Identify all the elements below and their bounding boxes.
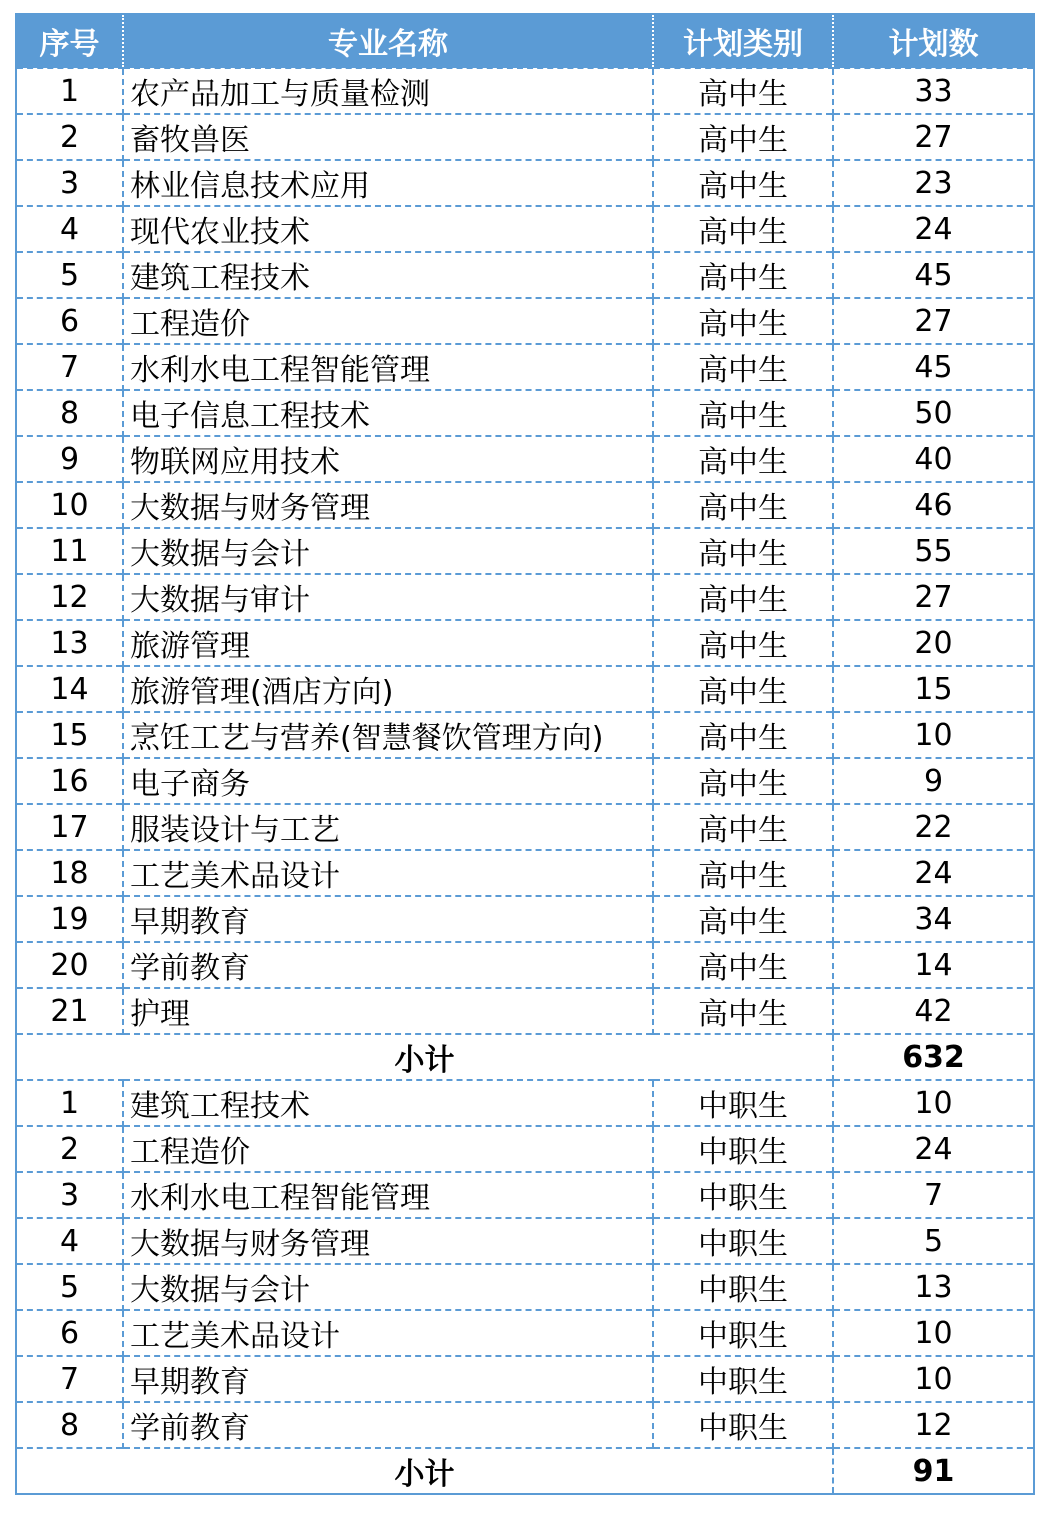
- subtotal-value: 91: [833, 1448, 1034, 1494]
- plan-count: 42: [833, 988, 1034, 1034]
- plan-category: 高中生: [653, 850, 833, 896]
- plan-count: 10: [833, 1310, 1034, 1356]
- plan-category: 中职生: [653, 1310, 833, 1356]
- table-row: [16, 252, 1034, 298]
- major-name: 畜牧兽医: [123, 114, 653, 160]
- row-index: 8: [16, 390, 123, 436]
- header-plan-category: 计划类别: [653, 14, 833, 68]
- major-name: 建筑工程技术: [123, 1080, 653, 1126]
- major-name: 大数据与审计: [123, 574, 653, 620]
- table-row: [16, 482, 1034, 528]
- major-name: 早期教育: [123, 896, 653, 942]
- row-index: 13: [16, 620, 123, 666]
- plan-count: 50: [833, 390, 1034, 436]
- plan-category: 中职生: [653, 1264, 833, 1310]
- row-index: 1: [16, 1080, 123, 1126]
- row-index: 7: [16, 1356, 123, 1402]
- major-name: 物联网应用技术: [123, 436, 653, 482]
- plan-count: 27: [833, 574, 1034, 620]
- plan-category: 高中生: [653, 482, 833, 528]
- row-index: 3: [16, 1172, 123, 1218]
- plan-count: 14: [833, 942, 1034, 988]
- major-name: 农产品加工与质量检测: [123, 68, 653, 114]
- plan-count: 10: [833, 1080, 1034, 1126]
- row-index: 3: [16, 160, 123, 206]
- plan-category: 高中生: [653, 666, 833, 712]
- row-index: 4: [16, 206, 123, 252]
- plan-category: 中职生: [653, 1402, 833, 1448]
- table-row: [16, 574, 1034, 620]
- table-row: [16, 298, 1034, 344]
- row-index: 16: [16, 758, 123, 804]
- table-row: [16, 206, 1034, 252]
- row-index: 1: [16, 68, 123, 114]
- major-name: 服装设计与工艺: [123, 804, 653, 850]
- plan-category: 高中生: [653, 988, 833, 1034]
- table-row: [16, 712, 1034, 758]
- major-name: 现代农业技术: [123, 206, 653, 252]
- plan-category: 高中生: [653, 574, 833, 620]
- plan-count: 12: [833, 1402, 1034, 1448]
- row-index: 2: [16, 1126, 123, 1172]
- plan-category: 中职生: [653, 1172, 833, 1218]
- plan-category: 高中生: [653, 896, 833, 942]
- row-index: 2: [16, 114, 123, 160]
- plan-count: 10: [833, 712, 1034, 758]
- major-name: 护理: [123, 988, 653, 1034]
- plan-count: 55: [833, 528, 1034, 574]
- row-index: 17: [16, 804, 123, 850]
- major-name: 水利水电工程智能管理: [123, 344, 653, 390]
- plan-category: 中职生: [653, 1356, 833, 1402]
- plan-category: 高中生: [653, 758, 833, 804]
- table-row: [16, 390, 1034, 436]
- row-index: 21: [16, 988, 123, 1034]
- row-index: 5: [16, 1264, 123, 1310]
- table-row: [16, 1264, 1034, 1310]
- table-row: [16, 1218, 1034, 1264]
- plan-count: 34: [833, 896, 1034, 942]
- plan-category: 高中生: [653, 436, 833, 482]
- subtotal-label: 小计: [16, 1034, 833, 1080]
- row-index: 12: [16, 574, 123, 620]
- plan-category: 高中生: [653, 160, 833, 206]
- major-name: 早期教育: [123, 1356, 653, 1402]
- plan-category: 高中生: [653, 620, 833, 666]
- plan-category: 高中生: [653, 252, 833, 298]
- major-name: 大数据与财务管理: [123, 482, 653, 528]
- plan-count: 10: [833, 1356, 1034, 1402]
- major-name: 工艺美术品设计: [123, 1310, 653, 1356]
- plan-count: 7: [833, 1172, 1034, 1218]
- plan-count: 5: [833, 1218, 1034, 1264]
- row-index: 18: [16, 850, 123, 896]
- row-index: 8: [16, 1402, 123, 1448]
- table-row: [16, 344, 1034, 390]
- table-header-row: [16, 14, 1034, 68]
- plan-category: 高中生: [653, 528, 833, 574]
- major-name: 大数据与会计: [123, 528, 653, 574]
- plan-category: 高中生: [653, 942, 833, 988]
- plan-count: 33: [833, 68, 1034, 114]
- table-row: [16, 528, 1034, 574]
- row-index: 5: [16, 252, 123, 298]
- table-row: [16, 1402, 1034, 1448]
- major-name: 电子商务: [123, 758, 653, 804]
- row-index: 6: [16, 298, 123, 344]
- plan-count: 40: [833, 436, 1034, 482]
- plan-category: 中职生: [653, 1126, 833, 1172]
- major-name: 烹饪工艺与营养(智慧餐饮管理方向): [123, 712, 653, 758]
- plan-category: 高中生: [653, 712, 833, 758]
- major-name: 学前教育: [123, 1402, 653, 1448]
- plan-category: 高中生: [653, 390, 833, 436]
- plan-category: 高中生: [653, 804, 833, 850]
- plan-count: 27: [833, 114, 1034, 160]
- table-row: [16, 850, 1034, 896]
- major-name: 大数据与财务管理: [123, 1218, 653, 1264]
- table-row: [16, 114, 1034, 160]
- major-name: 旅游管理: [123, 620, 653, 666]
- plan-count: 24: [833, 206, 1034, 252]
- table-row: [16, 160, 1034, 206]
- plan-count: 46: [833, 482, 1034, 528]
- major-name: 建筑工程技术: [123, 252, 653, 298]
- major-name: 电子信息工程技术: [123, 390, 653, 436]
- row-index: 15: [16, 712, 123, 758]
- row-index: 19: [16, 896, 123, 942]
- row-index: 20: [16, 942, 123, 988]
- plan-count: 23: [833, 160, 1034, 206]
- row-index: 4: [16, 1218, 123, 1264]
- major-name: 工艺美术品设计: [123, 850, 653, 896]
- plan-category: 高中生: [653, 344, 833, 390]
- enrollment-plan-table: [15, 13, 1035, 1495]
- row-index: 7: [16, 344, 123, 390]
- plan-count: 45: [833, 344, 1034, 390]
- plan-count: 45: [833, 252, 1034, 298]
- table-row: [16, 804, 1034, 850]
- plan-count: 22: [833, 804, 1034, 850]
- header-index: 序号: [16, 14, 123, 68]
- table-row: [16, 666, 1034, 712]
- plan-category: 中职生: [653, 1218, 833, 1264]
- subtotal-row: [16, 1448, 1034, 1494]
- table-row: [16, 1356, 1034, 1402]
- plan-category: 高中生: [653, 298, 833, 344]
- subtotal-label: 小计: [16, 1448, 833, 1494]
- plan-count: 13: [833, 1264, 1034, 1310]
- row-index: 9: [16, 436, 123, 482]
- table-row: [16, 758, 1034, 804]
- major-name: 水利水电工程智能管理: [123, 1172, 653, 1218]
- table-row: [16, 620, 1034, 666]
- header-plan-count: 计划数: [833, 14, 1034, 68]
- header-major-name: 专业名称: [123, 14, 653, 68]
- table-row: [16, 942, 1034, 988]
- table-row: [16, 988, 1034, 1034]
- plan-count: 9: [833, 758, 1034, 804]
- plan-count: 24: [833, 1126, 1034, 1172]
- plan-count: 27: [833, 298, 1034, 344]
- row-index: 10: [16, 482, 123, 528]
- major-name: 工程造价: [123, 1126, 653, 1172]
- row-index: 14: [16, 666, 123, 712]
- plan-count: 20: [833, 620, 1034, 666]
- major-name: 林业信息技术应用: [123, 160, 653, 206]
- table-row: [16, 1310, 1034, 1356]
- subtotal-row: [16, 1034, 1034, 1080]
- table-row: [16, 68, 1034, 114]
- major-name: 大数据与会计: [123, 1264, 653, 1310]
- row-index: 6: [16, 1310, 123, 1356]
- table-row: [16, 1172, 1034, 1218]
- plan-count: 24: [833, 850, 1034, 896]
- plan-category: 中职生: [653, 1080, 833, 1126]
- table-row: [16, 1080, 1034, 1126]
- row-index: 11: [16, 528, 123, 574]
- plan-count: 15: [833, 666, 1034, 712]
- plan-category: 高中生: [653, 68, 833, 114]
- major-name: 旅游管理(酒店方向): [123, 666, 653, 712]
- plan-category: 高中生: [653, 114, 833, 160]
- subtotal-value: 632: [833, 1034, 1034, 1080]
- table-row: [16, 1126, 1034, 1172]
- plan-category: 高中生: [653, 206, 833, 252]
- table-row: [16, 896, 1034, 942]
- table-row: [16, 436, 1034, 482]
- major-name: 工程造价: [123, 298, 653, 344]
- major-name: 学前教育: [123, 942, 653, 988]
